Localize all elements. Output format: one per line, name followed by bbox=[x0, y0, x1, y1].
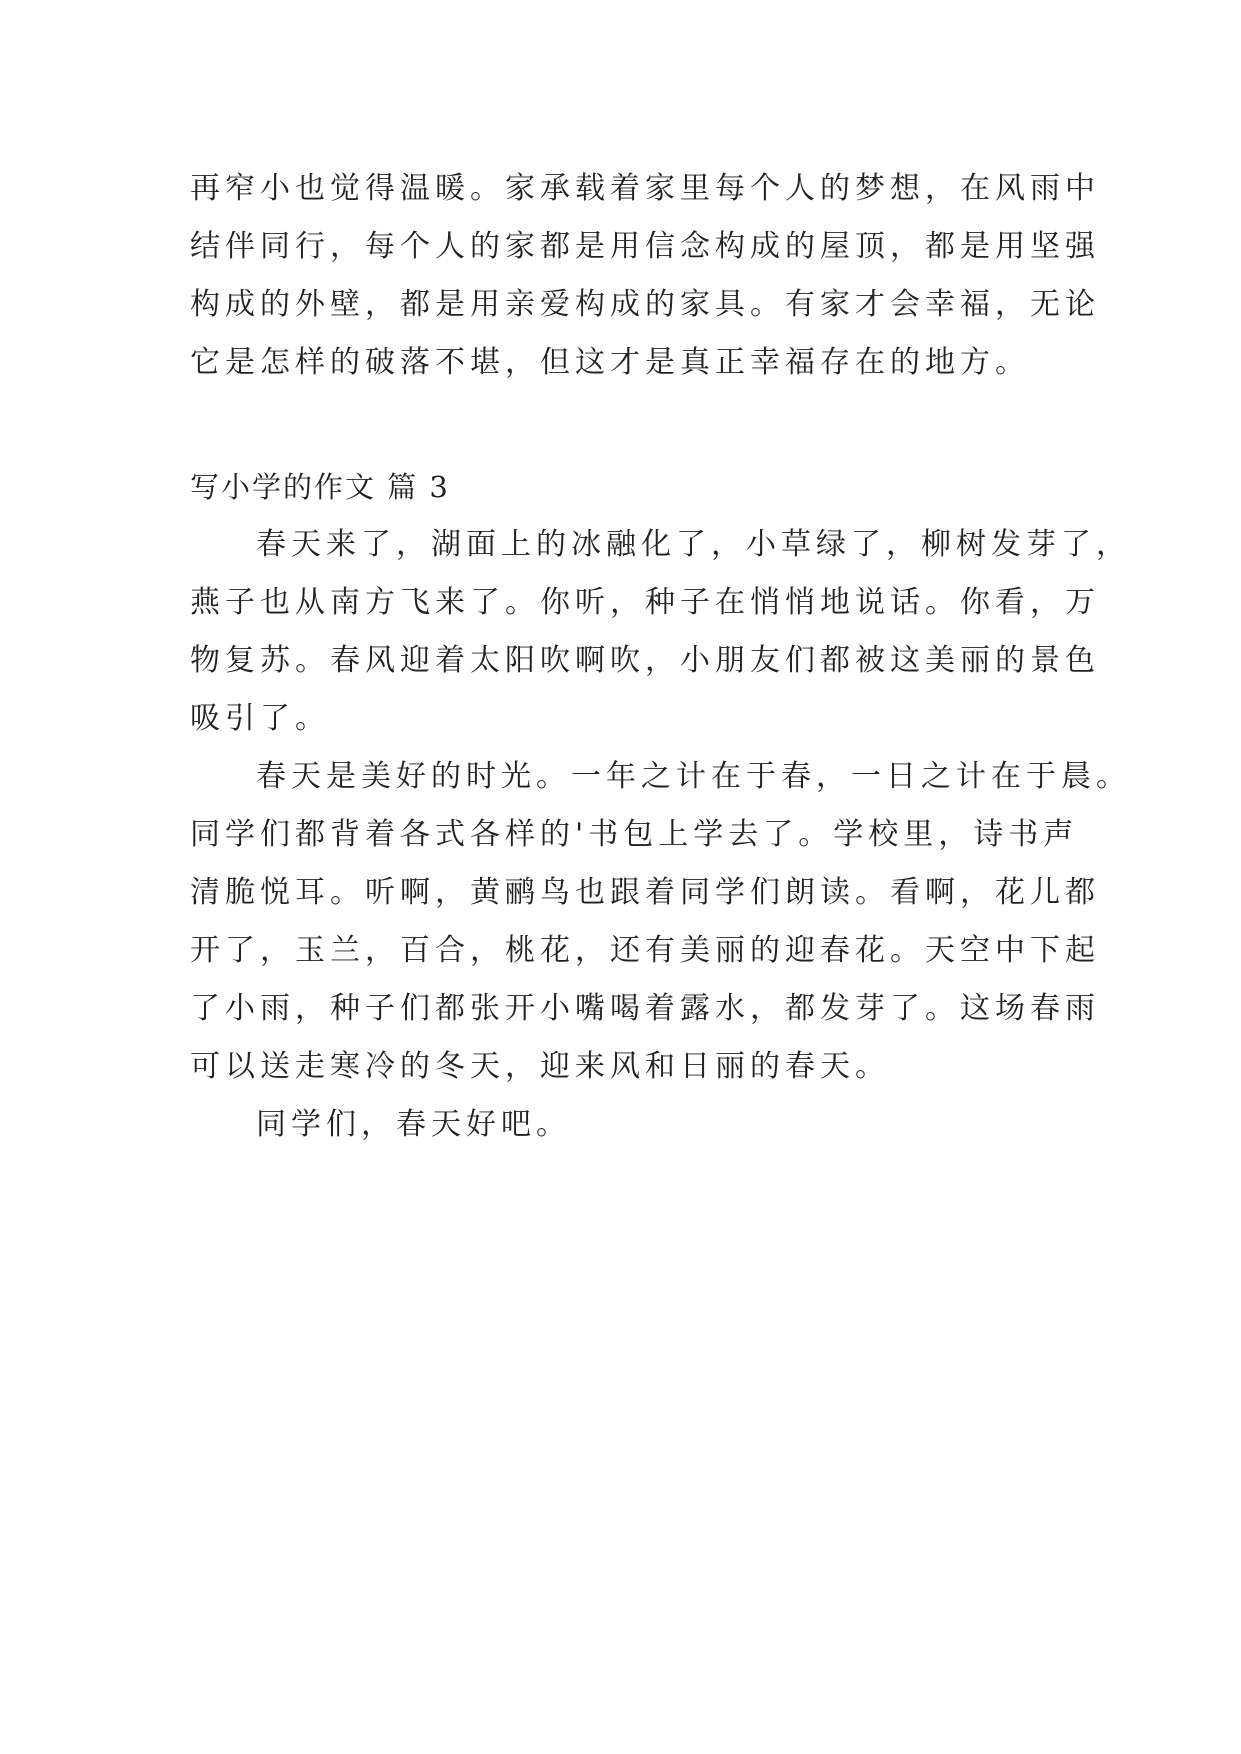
document-body bbox=[190, 160, 1131, 1154]
section-spacer bbox=[190, 392, 1060, 458]
text-line: 燕子也从南方飞来了。你听，种子在悄悄地说话。你看，万 bbox=[190, 585, 1100, 620]
text-line: 构成的外壁，都是用亲爱构成的家具。有家才会幸福，无论 bbox=[190, 287, 1100, 322]
text-line: 清脆悦耳。听啊，黄鹂鸟也跟着同学们朗读。看啊，花儿都 bbox=[190, 875, 1100, 910]
text-line: 春天是美好的时光。一年之计在于春，一日之计在于晨。 bbox=[256, 759, 1131, 794]
section-title: 写小学的作文 篇 3 bbox=[190, 470, 450, 504]
text-line: 开了，玉兰，百合，桃花，还有美丽的迎春花。天空中下起 bbox=[190, 933, 1100, 968]
text-line: 同学们都背着各式各样的'书包上学去了。学校里，诗书声 bbox=[190, 817, 1079, 852]
text-line: 结伴同行，每个人的家都是用信念构成的屋顶，都是用坚强 bbox=[190, 229, 1100, 264]
text-line: 可以送走寒冷的冬天，迎来风和日丽的春天。 bbox=[190, 1049, 890, 1084]
paragraph-spring-time bbox=[190, 748, 1131, 1096]
text-line: 再窄小也觉得温暖。家承载着家里每个人的梦想，在风雨中 bbox=[190, 171, 1100, 206]
text-line: 了小雨，种子们都张开小嘴喝着露水，都发芽了。这场春雨 bbox=[190, 991, 1100, 1026]
text-line: 同学们，春天好吧。 bbox=[256, 1107, 571, 1142]
paragraph-closing bbox=[190, 1096, 1060, 1154]
text-line: 它是怎样的破落不堪，但这才是真正幸福存在的地方。 bbox=[190, 345, 1030, 380]
text-line: 春天来了，湖面上的冰融化了，小草绿了，柳树发芽了， bbox=[256, 527, 1131, 562]
text-line: 吸引了。 bbox=[190, 701, 330, 736]
paragraph-spring-arrives bbox=[190, 516, 1131, 748]
paragraph-intro bbox=[190, 160, 1100, 392]
text-line: 物复苏。春风迎着太阳吹啊吹，小朋友们都被这美丽的景色 bbox=[190, 643, 1100, 678]
